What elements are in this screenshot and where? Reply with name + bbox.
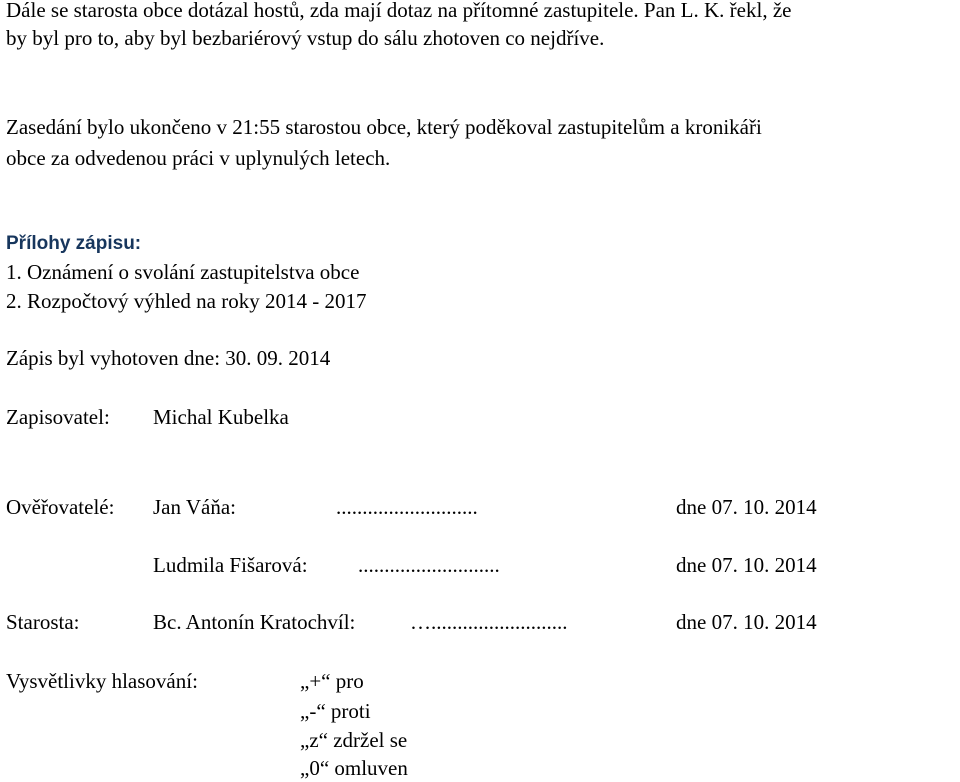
verifier-2-date: dne 07. 10. 2014 bbox=[676, 553, 817, 577]
mayor-label: Starosta: bbox=[6, 610, 80, 634]
intro-line-1: Dále se starosta obce dotázal hostů, zda mají dotaz na přítomné zastupitele. Pan L. K. řekl, že bbox=[6, 0, 792, 22]
record-date: Zápis byl vyhotoven dne: 30. 09. 2014 bbox=[6, 346, 331, 370]
voting-legend-item-zdrzel: „z“ zdržel se bbox=[300, 728, 408, 752]
mayor-date: dne 07. 10. 2014 bbox=[676, 610, 817, 634]
attachment-item-2: 2. Rozpočtový výhled na roky 2014 - 2017 bbox=[6, 289, 367, 313]
closing-line-1: Zasedání bylo ukončeno v 21:55 starostou obce, který poděkoval zastupitelům a kronikáři bbox=[6, 115, 762, 139]
voting-legend-label: Vysvětlivky hlasování: bbox=[6, 669, 198, 693]
mayor-name: Bc. Antonín Kratochvíl: bbox=[153, 610, 356, 634]
verifier-1-name: Jan Váňa: bbox=[153, 495, 237, 519]
recorder-label: Zapisovatel: bbox=[6, 405, 110, 429]
recorder-name: Michal Kubelka bbox=[153, 405, 289, 429]
verifier-2-name: Ludmila Fišarová: bbox=[153, 553, 308, 577]
closing-line-2: obce za odvedenou práci v uplynulých letech. bbox=[6, 146, 391, 170]
verifier-1-date: dne 07. 10. 2014 bbox=[676, 495, 817, 519]
verifier-1-signature-dots: ........................... bbox=[336, 495, 478, 519]
mayor-signature-dots: ….......................... bbox=[410, 610, 568, 634]
voting-legend-item-proti: „-“ proti bbox=[300, 699, 371, 723]
intro-line-2: by byl pro to, aby byl bezbariérový vstup do sálu zhotoven co nejdříve. bbox=[6, 26, 605, 50]
verifiers-label: Ověřovatelé: bbox=[6, 495, 115, 519]
attachments-heading: Přílohy zápisu: bbox=[6, 233, 142, 254]
voting-legend-item-omluven: „0“ omluven bbox=[300, 756, 408, 780]
voting-legend-item-pro: „+“ pro bbox=[300, 669, 364, 693]
attachment-item-1: 1. Oznámení o svolání zastupitelstva obce bbox=[6, 260, 360, 284]
verifier-2-signature-dots: ........................... bbox=[358, 553, 500, 577]
